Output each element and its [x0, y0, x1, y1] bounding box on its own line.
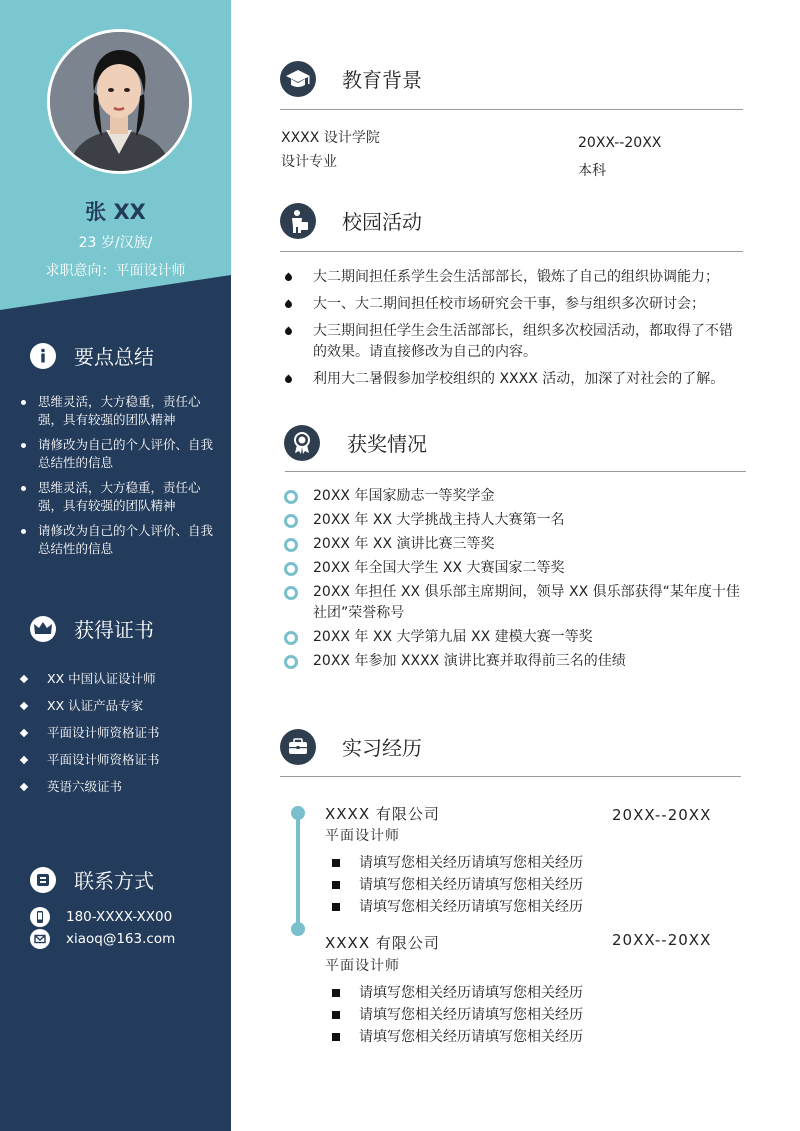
briefcase-icon: [280, 729, 316, 765]
job-role: 平面设计师: [325, 828, 400, 844]
list-item: 20XX 年 XX 大学第九届 XX 建模大赛一等奖: [283, 627, 743, 648]
job-company: XXXX 有限公司: [325, 805, 440, 823]
list-item: 大三期间担任学生会生活部部长，组织多次校园活动，都取得了不错的效果。请直接修改为自己的内容。: [283, 321, 743, 363]
certificates-title: 获得证书: [74, 618, 154, 642]
job-period: 20XX--20XX: [612, 931, 712, 949]
list-item: XX 中国认证设计师: [20, 670, 216, 688]
summary-list: [20, 393, 216, 565]
list-item: 平面设计师资格证书: [20, 724, 216, 742]
job-company: XXXX 有限公司: [325, 934, 440, 952]
email-address[interactable]: xiaoq@163.com: [66, 931, 176, 947]
campus-heading: [280, 203, 743, 239]
list-item: 请修改为自己的个人评价、自我总结性的信息: [20, 436, 216, 472]
job-duties: [330, 982, 630, 1048]
graduation-cap-icon: [280, 61, 316, 97]
crown-icon: [30, 616, 56, 642]
internship-heading: [280, 729, 743, 765]
major: 设计专业: [281, 154, 337, 170]
timeline-dot: [291, 922, 305, 936]
job-role: 平面设计师: [325, 958, 400, 974]
phone-row: [30, 907, 172, 927]
email-row: [30, 929, 175, 949]
awards-title: 获奖情况: [347, 432, 427, 456]
list-item: 20XX 年 XX 演讲比赛三等奖: [283, 534, 743, 555]
job-duties: [330, 852, 630, 918]
section-divider: [280, 109, 743, 110]
list-item: 20XX 年参加 XXXX 演讲比赛并取得前三名的佳绩: [283, 651, 743, 672]
list-item: 平面设计师资格证书: [20, 751, 216, 769]
list-item: 请填写您相关经历请填写您相关经历: [330, 1004, 630, 1026]
list-item: 请填写您相关经历请填写您相关经历: [330, 874, 630, 896]
section-divider: [285, 471, 746, 472]
phone-number[interactable]: 180-XXXX-XX00: [66, 909, 173, 925]
certificates-list: [20, 670, 216, 805]
timeline-line: [296, 810, 300, 930]
list-item: 大一、大二期间担任校市场研究会干事，参与组织多次研讨会；: [283, 294, 743, 315]
summary-title: 要点总结: [74, 345, 154, 369]
education-period: 20XX--20XX: [578, 135, 662, 151]
list-item: 20XX 年全国大学生 XX 大赛国家二等奖: [283, 558, 743, 579]
campus-list: [283, 267, 743, 396]
sidebar: [0, 0, 231, 1131]
contact-title: 联系方式: [74, 869, 154, 893]
timeline-dot: [291, 806, 305, 820]
section-divider: [280, 776, 741, 777]
certificates-heading: [30, 614, 154, 643]
list-item: 思维灵活，大方稳重，责任心强，具有较强的团队精神: [20, 393, 216, 429]
education-title: 教育背景: [342, 68, 422, 92]
medal-icon: [284, 425, 320, 461]
list-item: 请填写您相关经历请填写您相关经历: [330, 852, 630, 874]
section-divider: [280, 251, 743, 252]
contact-heading: [30, 865, 154, 894]
education-heading: [280, 61, 743, 97]
list-item: 请修改为自己的个人评价、自我总结性的信息: [20, 522, 216, 558]
awards-list: [283, 486, 743, 675]
awards-heading: [280, 425, 743, 461]
job-period: 20XX--20XX: [612, 806, 712, 824]
list-item: 英语六级证书: [20, 778, 216, 796]
summary-heading: [30, 341, 154, 370]
internship-title: 实习经历: [342, 736, 422, 760]
avatar-portrait-icon: [50, 32, 189, 171]
phone-icon: [30, 907, 50, 927]
list-item: 20XX 年国家励志一等奖学金: [283, 486, 743, 507]
mail-icon: [30, 929, 50, 949]
list-item: 20XX 年担任 XX 俱乐部主席期间，领导 XX 俱乐部获得“某年度十佳社团”荣誉称号: [283, 582, 743, 624]
avatar: [47, 29, 192, 174]
contact-card-icon: [30, 867, 56, 893]
age-ethnicity: 23 岁/汉族/: [78, 235, 153, 251]
job-intent: 求职意向：平面设计师: [45, 263, 186, 279]
degree: 本科: [578, 163, 606, 179]
list-item: 请填写您相关经历请填写您相关经历: [330, 896, 630, 918]
list-item: 思维灵活，大方稳重，责任心强，具有较强的团队精神: [20, 479, 216, 515]
list-item: XX 认证产品专家: [20, 697, 216, 715]
info-icon: [30, 343, 56, 369]
list-item: 利用大二暑假参加学校组织的 XXXX 活动，加深了对社会的了解。: [283, 369, 743, 390]
list-item: 请填写您相关经历请填写您相关经历: [330, 1026, 630, 1048]
campus-activity-icon: [280, 203, 316, 239]
school-name: XXXX 设计学院: [281, 130, 380, 146]
candidate-name: 张 XX: [85, 200, 146, 224]
list-item: 大二期间担任系学生会生活部部长，锻炼了自己的组织协调能力；: [283, 267, 743, 288]
list-item: 请填写您相关经历请填写您相关经历: [330, 982, 630, 1004]
campus-title: 校园活动: [342, 210, 422, 234]
list-item: 20XX 年 XX 大学挑战主持人大赛第一名: [283, 510, 743, 531]
